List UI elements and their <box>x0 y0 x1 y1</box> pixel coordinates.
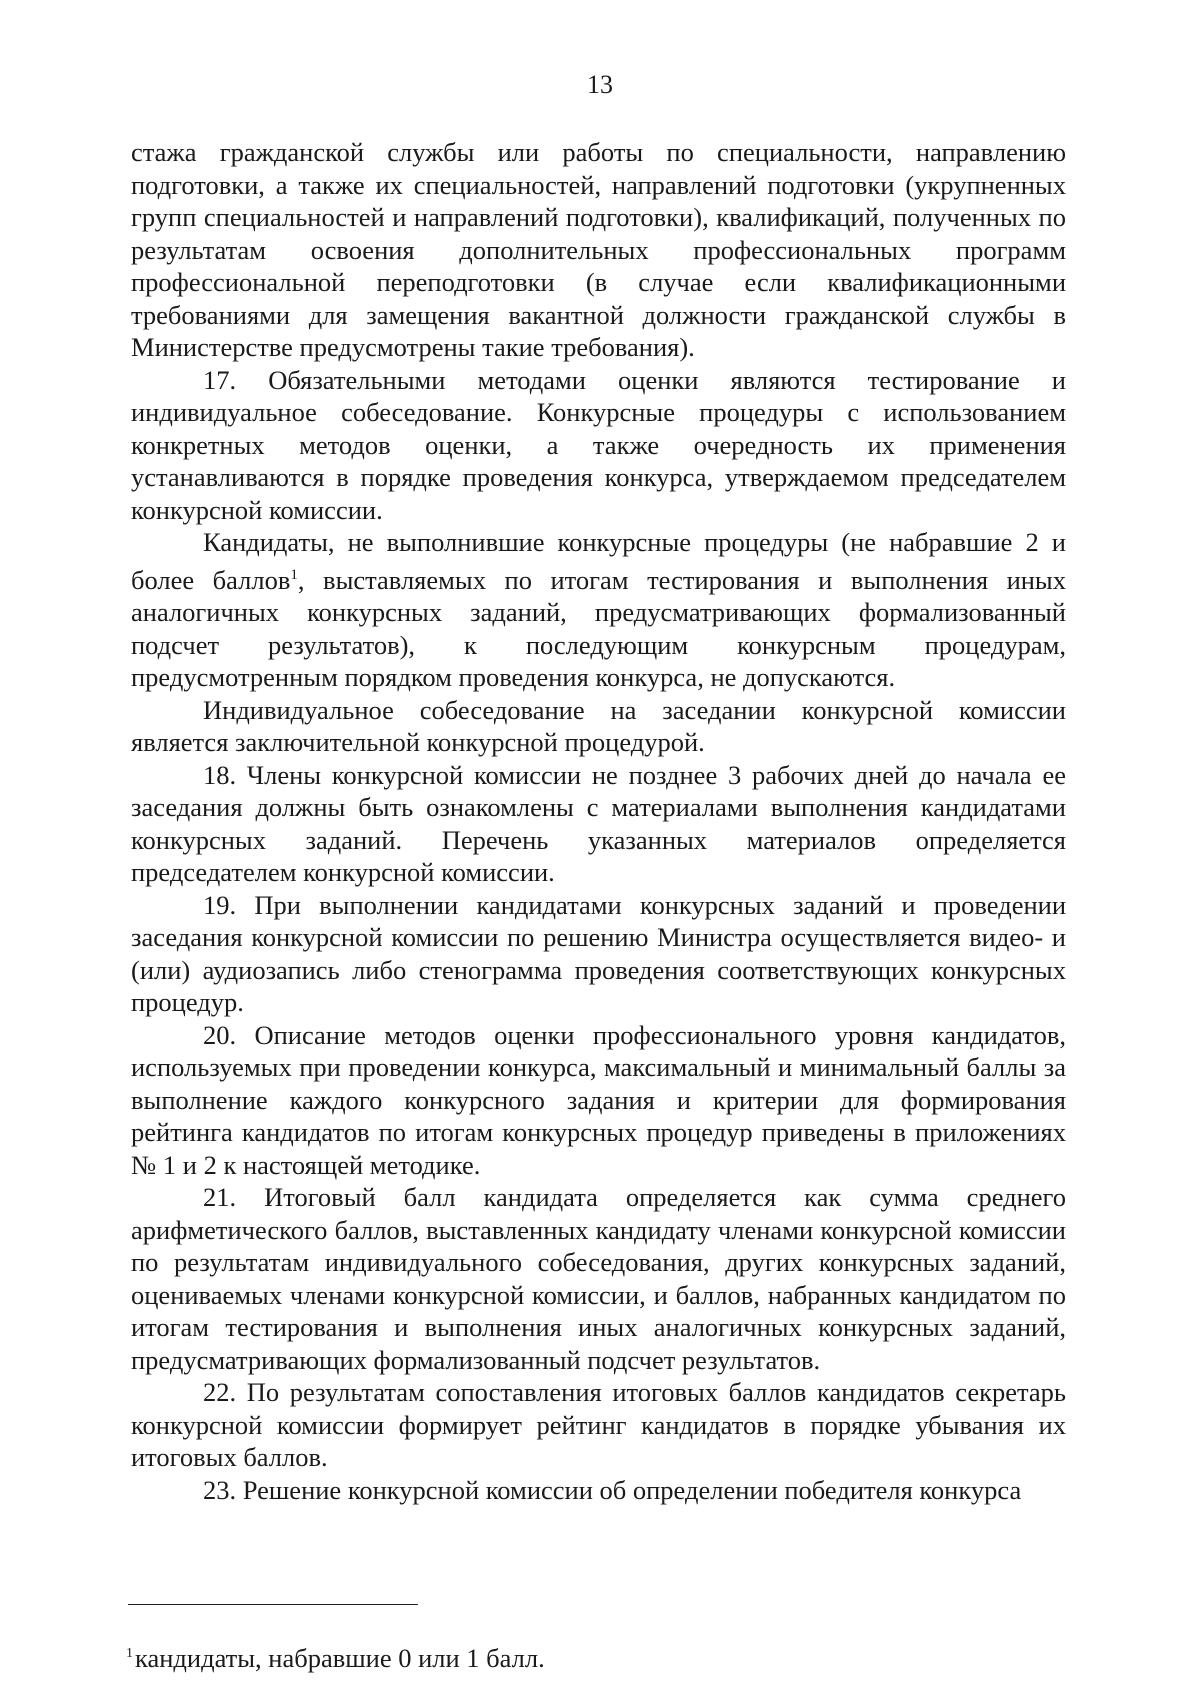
paragraph-continuation: стажа гражданской службы или работы по специальности, направлению подготовки, а также их специальностей, направлений подготовки (укрупненных групп специальностей и направлений подготовки), квалификаций, полученных по результатам освоения дополнительных профессиональных программ профессиональной переподготовки (в случае если квалификационными требованиями для замещения вакантной должности гражданской службы в Министерстве предусмотрены такие требования). <box>131 137 1066 362</box>
paragraph-17: 17. Обязательными методами оценки являются тестирование и индивидуальное собеседование. Конкурсные процедуры с использованием конкретных методов оценки, а также очередность их применения устанавливаются в порядке проведения конкурса, утверждаемом председателем конкурсной комиссии. <box>131 364 1066 525</box>
page-number: 13 <box>587 70 613 99</box>
paragraph-text: Кандидаты, не выполнившие конкурсные процедуры (не набравшие 2 и более баллов <box>131 527 1066 595</box>
footnote <box>126 1638 1026 1674</box>
footnote-mark: 1 <box>126 1646 133 1661</box>
paragraph-23: 23. Решение конкурсной комиссии об определении победителя конкурса <box>203 1474 1022 1505</box>
paragraph-22: 22. По результатам сопоставления итоговых баллов кандидатов секретарь конкурсной комиссии формирует рейтинг кандидатов в порядке убывания их итоговых баллов. <box>131 1377 1066 1472</box>
footnote-text: кандидаты, набравшие 0 или 1 балл. <box>135 1643 545 1673</box>
paragraph-19: 19. При выполнении кандидатами конкурсных заданий и проведении заседания конкурсной комиссии по решению Министра осуществляется видео- и (или) аудиозапись либо стенограмма проведения соответствующих конкурсных процедур. <box>131 889 1066 1017</box>
paragraph-18: 18. Члены конкурсной комиссии не позднее 3 рабочих дней до начала ее заседания должны быть ознакомлены с материалами выполнения кандидатами конкурсных заданий. Перечень указанных материалов определяется председателем конкурсной комиссии. <box>131 759 1066 887</box>
paragraph-17-interview: Индивидуальное собеседование на заседании конкурсной комиссии является заключительной конкурсной процедурой. <box>131 694 1066 757</box>
footnote-reference: 1 <box>290 566 298 583</box>
paragraph-text: , выставляемых по итогам тестирования и выполнения иных аналогичных конкурсных заданий, предусматривающих формализованный подсчет результатов), к последующим конкурсным процедурам, предусмотренным порядком проведения конкурса, не допускаются. <box>131 564 1066 692</box>
paragraph-17-candidates <box>131 526 1066 694</box>
document-body <box>131 136 1066 1506</box>
paragraph-20: 20. Описание методов оценки профессионального уровня кандидатов, используемых при проведении конкурса, максимальный и минимальный баллы за выполнение каждого конкурсного задания и критерии для формирования рейтинга кандидатов по итогам конкурсных процедур приведены в приложениях № 1 и 2 к настоящей методике. <box>131 1019 1066 1180</box>
footnote-separator <box>128 1604 418 1605</box>
paragraph-21: 21. Итоговый балл кандидата определяется как сумма среднего арифметического баллов, выставленных кандидату членами конкурсной комиссии по результатам индивидуального собеседования, других конкурсных заданий, оцениваемых членами конкурсной комиссии, и баллов, набранных кандидатом по итогам тестирования и выполнения иных аналогичных конкурсных заданий, предусматривающих формализованный подсчет результатов. <box>131 1182 1066 1375</box>
